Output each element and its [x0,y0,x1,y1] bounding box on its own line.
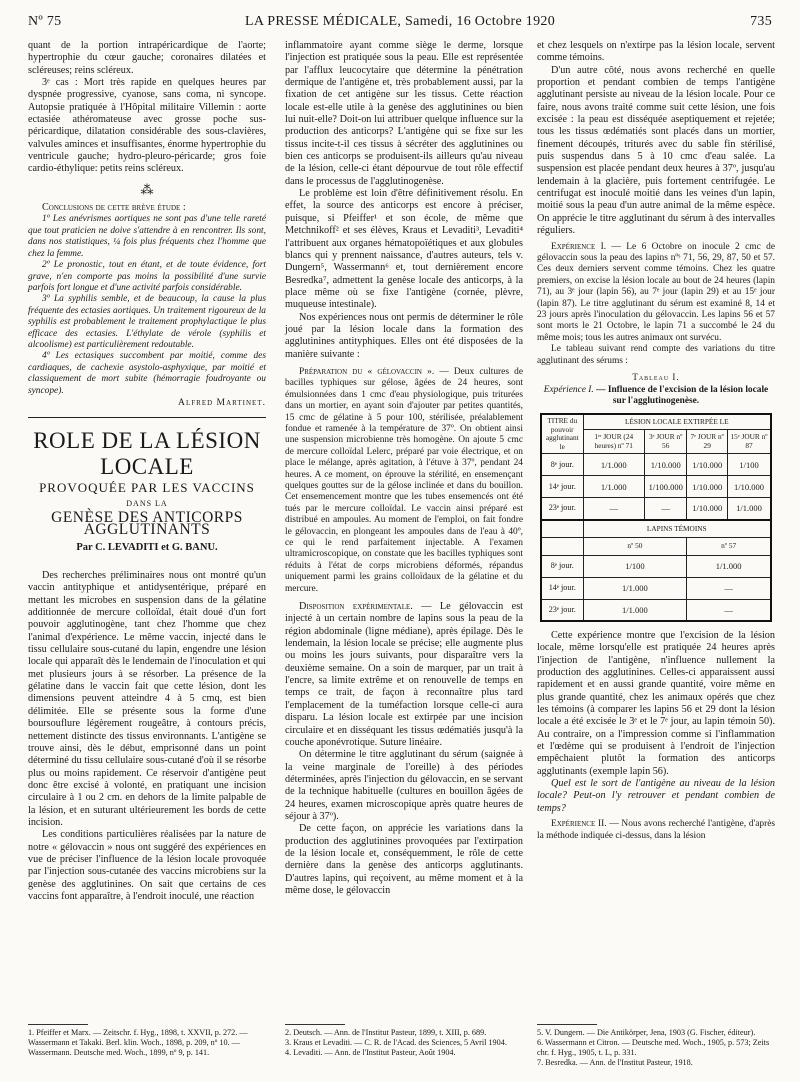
experiment-1-title: Expérience I. [551,241,607,252]
cell: — [687,599,771,621]
issue-number: Nº 75 [28,14,62,29]
witnesses-paragraph: et chez lesquels on n'extirpe pas la lésion locale, servent comme témoins. [537,40,775,64]
section-separator: ⁂ [140,181,154,197]
row-label: 8ᵉ jour. [541,454,583,476]
conclusions-intro: Conclusions de cette brève étude : [42,202,186,214]
preparation-title: Préparation du « gélovaccin ». [299,366,435,377]
cell: — [687,577,771,599]
footnote-4: 4. Levaditi. — Ann. de l'Institut Pasteur, Août 1904. [285,1048,456,1057]
column-3 [537,40,775,842]
footnote-7: 7. Besredka. — Ann. de l'Institut Pasteur, 1918. [537,1058,693,1067]
table-header-row [541,414,771,429]
results-table [540,413,772,622]
experiment-2-text: — Nous avons recherché l'antigène, d'après la méthode indiquée ci-dessus, dans la lésion [537,819,776,841]
cell: 1/1.000 [583,476,645,498]
intro-paragraph: Des recherches préliminaires nous ont montré qu'un vaccin antityphique et antidysentérique, préparé en mettant les microbes en suspension dans de la gélatine additionnée de mercure colloïdal, était doué d'un fort pouvoir agglutinogène, tant chez l'homme que chez l'animal d'expérience. Le même vaccin, injecté dans le tissu cellulaire sous-cutané du lapin, engendre une lésion locale qui apparaît dès le lendemain de l'inoculation et qui met plusieurs jours à se résorber. La présence de la gélatine dans le vaccin fait que cette lésion, dont les dimensions peuvent atteindre 4 à 5 cmq, est bien délimitée. Elle se présente sous la forme d'une boursouflure légèrement rougeâtre, à contours précis, nettement distincte des tissus environnants. L'antigène se trouve ainsi, dès le début, emprisonné dans un point déterminé du tissu cellulaire sous-cutané d'où il se résorbe plus ou moins rapidement. Ce réservoir d'antigène peut donc être excisé à volonté, en pratiquant une incision circulaire à 1 ou 2 cm. en dehors de la limite palpable de la lésion, et en suturant ultérieurement les bords de cette incision. [28,570,266,828]
antigen-search-paragraph: D'un autre côté, nous avons recherché en quelle proportion et pendant combien de temps l'antigène agglutinant persiste au niveau de la lésion locale. Pour ce faire, nous avons traité comme suit cette lésion, une fois excisée : la peau est disséquée aseptiquement et rejetée; tous les tissus œdématiés sont placés dans un mortier, finement découpés, triturés avec du sable fin stérilisé, puis suspendus dans 5 à 10 cmc d'eau salée. La suspension est placée pendant deux heures à 37º, jusqu'au lendemain à la glacière, puis fortement centrifugée. Le centrifugat est inoculé moitié dans les veines d'un lapin, moitié sous la peau d'un autre animal de la même espèce. On apprécie le titre agglutinant du sérum à des intervalles réguliers. [537,64,775,237]
preparation-section [285,367,523,595]
experiment-2-title: Expérience II. [551,819,607,830]
witness-group-row [541,520,771,538]
table-subtitle [537,385,775,407]
cell: 1/10.000 [645,454,687,476]
conclusion-paragraph: Cette expérience montre que l'excision de la lésion locale, même lorsqu'elle est pratiquée 24 heures après l'injection de l'antigène, n'influence nullement la production des agglutinines. Celles-ci apparaissent aussi rapidement et en aussi grande quantité, voire même en plus grande quantité, chez les animaux opérés que chez les témoins (à comparer les lapins 56 et 29 dont la lésion locale a été excisée le 3ᵉ et le 7ᵉ jour, au lapin témoin 50). Au contraire, on a l'impression comme si l'inflammation et l'œdème qui se produisent à l'endroit de l'injection empêchaient plutôt la formation des anticorps agglutinants (exemple lapin 56). [537,630,775,777]
cell: 1/1.000 [583,599,687,621]
article-subtitle-2: GENÈSE DES ANTICORPS AGGLUTINANTS [51,509,243,539]
experiment-2 [537,819,775,842]
page-number: 735 [750,14,772,29]
conclusion-3: 3º La syphilis semble, et de beaucoup, la cause la plus fréquente des ectasies aortiques. Un traitement rigoureux de la syphilis est probablement le traitement prophylactique le plus efficace des ectasies. L'éthylate de vérole (syphilis et alcoolisme) est particulièrement redoutable. [28,294,266,350]
cell: — [583,498,645,520]
empty-cell [541,538,583,555]
cell: 1/1.000 [728,498,771,520]
witness-subheader-row [541,538,771,555]
cell: 1/1.000 [583,454,645,476]
experiment-1 [537,242,775,345]
footnote-6: 6. Wassermann et Citron. — Deutsche med. Woch., 1905, p. 573; Zeits chr. f. Hyg., 1905, t. L, p. 331. [537,1038,770,1057]
cell: — [645,498,687,520]
cell: 1/1.000 [583,577,687,599]
cell: 1/100 [728,454,771,476]
conclusion-4: 4º Les ectasiques succombent par moitié, comme des cardiaques, de cachexie asystolo-asphyxique, par moitié et classiquement de mort subite (hémorragie foudroyante ou syncope). [28,351,266,396]
cell: 1/100 [583,555,687,577]
excised-group-header: LÉSION LOCALE EXTIRPÉE LE [583,414,771,429]
empty-cell [541,520,583,538]
previous-case-text: quant de la portion intrapéricardique de l'aorte; hypertrophie du cœur gauche; coronaires dilatées et scléreuses; reins scléreux. [28,40,266,76]
row-label: 14ᵉ jour. [541,577,583,599]
table-subtitle-text: — Influence de l'excision de la lésion locale sur l'agglutinogenèse. [596,385,769,407]
signature: Alfred Martinet. [178,396,266,408]
article-subtitle: PROVOQUÉE PAR LES VACCINS [39,480,255,496]
footnote-rule [285,1024,345,1025]
preparation-text: — Deux cultures de bacilles typhiques sur gélose, âgées de 24 heures, sont émulsionnées dans 1 cmc d'eau physiologique, puis triturées dans un mortier, en ayant soin d'ajouter par petites quantités, 15 cmc de gélatine à 5 pour 100, stérilisée, préalablement fondue et ramenée à la température de 37º. On obtient ainsi une suspension microbienne très homogène. On ajoute 5 cmc de mercure colloïdal Lelerc, préparé par voie électrique, et on place le mélange, après agitation, à l'étuve à 37º, pendant 24 heures. A ce moment, on éprouve la stérilité, en ensemençant quelques gouttes sur de la gélose inclinée et dans du bouillon. Cet ensemencement montre que les tubes ensemencés ont été tués par le mercure colloïdal. Le vaccin ainsi préparé est distribué en ampoules. Au moment de l'emploi, on fait fondre le gélovaccin, en plongeant les ampoules dans de l'eau à 40º, ce qui le rend parfaitement injectable. A l'examen ultramicroscopique, on constate que les bacilles typhiques sont réduits à l'état de corps microbiens déformés, répandus uniquement parmi les grains colloïdaux de la gélatine et du mercure. [285,366,523,594]
article-divider [28,417,266,418]
article-title: ROLE DE LA LÉSION LOCALE [33,428,261,480]
experiment-1-text: — Le 6 Octobre on inocule 2 cmc de gélovaccin sous la peau des lapins nºˢ 71, 56, 29, 87, 50 et 57. Ces deux derniers servent comme témoins. Chez les quatre premiers, on excise la lésion locale au bout de 24 heures (lapin 71), au 3ᵉ jour (lapin 56), au 7ᵉ jour (lapin 29) et au 15ᵉ jour (lapin 87). Le titre agglutinant du sérum est examiné 8, 14 et 23 jours après l'inoculation du gélovaccin. Les lapins 56 et 57 sont morts le 21 Octobre, le lapin 71 a succombé le 24 du même mois; tous les autres animaux ont survécu. [537,241,776,343]
footnote-3: 3. Kraus et Levaditi. — C. R. de l'Acad. des Sciences, 5 Avril 1904. [285,1038,507,1047]
column-2 [285,40,523,897]
table-title: Tableau I. [632,371,680,382]
footnote-1: 1. Pfeiffer et Marx. — Zeitschr. f. Hyg., 1898, t. XXVII, p. 272. — Wassermann et Takaki. Berl. klin. Woch., 1898, p. 209, nº 10. — Wassermann. Deutsche med. Woch., 1899, nº 9, p. 141. [28,1028,248,1057]
table-subtitle-label: Expérience I. [543,385,594,396]
cell: 1/100.000 [645,476,687,498]
footnotes-col-3 [537,1024,775,1068]
cell: 1/10.000 [687,498,728,520]
table-row [541,577,771,599]
problem-paragraph: Le problème est loin d'être définitivement résolu. En effet, la source des anticorps est encore à préciser, puisque, si Pfeiffer¹ et son école, de même que Metchnikoff² et ses élèves, Kraus et Levaditi³, Levaditi⁴ l'attribuent aux organes hématopoïétiques et aux globules blancs qui y prennent naissance, d'autres auteurs, tels v. Dungern⁵, Wassermann⁶ et, tout dernièrement encore Besredka⁷, admettent la genèse locale des anticorps, à la place même où se fixe l'antigène (cornée, plèvre, muqueuse intestinale). [285,188,523,311]
footnote-5: 5. V. Dungern. — Die Antikörper, Jena, 1903 (G. Fischer, éditeur). [537,1028,756,1037]
table-intro: Le tableau suivant rend compte des variations du titre agglutinant des sérums : [537,344,775,366]
article-subtitle-connector: DANS LA [126,498,168,508]
footnote-2: 2. Deutsch. — Ann. de l'Institut Pasteur, 1899, t. XIII, p. 689. [285,1028,487,1037]
footnotes-col-2 [285,1024,523,1058]
cell: 1/10.000 [687,476,728,498]
method-paragraph: De cette façon, on apprécie les variations dans la production des agglutinines provoquées par l'extirpation de la lésion locale et, conséquemment, le rôle de cette dernière dans la genèse des anticorps agglutinants. D'autres lapins, qui reçoivent, au même moment et à la même dose, le gélovaccin [285,823,523,896]
cell: 1/10.000 [687,454,728,476]
table-row [541,476,771,498]
column-1 [28,40,266,903]
footnote-rule [28,1024,88,1025]
disposition-section [285,601,523,749]
row-label: 23ᵉ jour. [541,599,583,621]
authors: Par C. LEVADITI et G. BANU. [76,541,218,553]
row-label: 23ᵉ jour. [541,498,583,520]
question-paragraph: Quel est le sort de l'antigène au niveau de la lésion locale? Peut-on l'y retrouver et pendant combien de temps? [537,778,775,814]
journal-title: LA PRESSE MÉDICALE, Samedi, 16 Octobre 1920 [245,14,555,29]
col-head: 7ᵉ JOUR nº 29 [687,430,728,454]
row-label: 8ᵉ jour. [541,555,583,577]
table-row [541,454,771,476]
conditions-paragraph: Les conditions particulières réalisées par la nature de notre « gélovaccin » nous ont suggéré des expériences en vue de préciser l'influence de la lésion locale provoquée par l'injection sous-cutanée des vaccins microbiens sur la genèse des agglutinines. On sait que certains de ces vaccins font apparaître, à l'endroit inoculé, une réaction [28,829,266,902]
conclusion-1: 1º Les anévrismes aortiques ne sont pas d'une telle rareté que tout praticien ne doive s'attendre à en rencontrer. Ils sont, dans nos statistiques, ¼ fois plus fréquents chez l'homme que chez la femme. [28,214,266,259]
disposition-title: Disposition expérimentale. [299,601,413,613]
table-row [541,599,771,621]
page-header [28,14,772,32]
conclusion-2: 2º Le pronostic, tout en étant, et de toute évidence, fort grave, n'en comporte pas moins la possibilité d'une survie parfois fort longue et d'une activité parfois considérable. [28,260,266,293]
footnotes-col-1 [28,1024,266,1058]
col-head: 15ᵉ JOUR nº 87 [728,430,771,454]
col-head: 1ᵉʳ JOUR (24 heures) nº 71 [583,430,645,454]
row-label: 14ᵉ jour. [541,476,583,498]
titer-paragraph: On détermine le titre agglutinant du sérum (saignée à la veine marginale de l'oreille) à des périodes déterminées, après l'injection du gélovaccin, en se servant de la technique habituelle (cultures en bouillon âgées de 24 heures, examen microscopique après quatre heures de séjour à 37º). [285,749,523,822]
table-row [541,498,771,520]
experiments-paragraph: Nos expériences nous ont permis de déterminer le rôle joué par la lésion locale dans la formation des agglutinines antityphiques. Elles ont été disposées de la manière suivante : [285,311,523,360]
case-3: 3ᵉ cas : Mort très rapide en quelques heures par dyspnée progressive, cyanose, sans coma, ni syncope. Autopsie pratiquée à l'Hôpital militaire Villemin : aorte ectasiée athéromateuse avec grosse poche sus-péricardique, dilatation considérable des sous-clavières, valvules aminces et insuffisantes, énorme hypertrophie du ventricule gauche; hydro-pleuro-péricarde; gros foie cardio-éthylique: petits reins scléreux. [28,77,266,175]
reaction-paragraph: inflammatoire ayant comme siège le derme, lorsque l'injection est pratiquée sous la peau. Elle est représentée par l'afflux leucocytaire que détermine la pénétration dermique de l'antigène et, très probablement aussi, par la fixation de cet antigène sur les tissus. Cette réaction locale est-elle utile à la genèse des agglutinines ou bien lui nuit-elle? Doit-on lui attribuer quelque influence sur la production des anticorps? L'antigène qui se fixe sur les tissus incite-t-il ces tissus à sécréter des agglutinines ou bien ces anticorps se produisent-ils ailleurs qu'au niveau de la lésion, celle-ci étant dépourvue de tout rôle effectif dans le processus de l'agglutinogenèse. [285,40,523,187]
col-head: 3ᵉ JOUR nº 56 [645,430,687,454]
witness-group-header: LAPINS TÉMOINS [583,520,771,538]
cell: 1/1.000 [687,555,771,577]
col-head: nº 57 [687,538,771,555]
cell: 1/10.000 [728,476,771,498]
col-head: nº 50 [583,538,687,555]
titer-column-header: TITRE du pouvoir agglutinant le [541,414,583,454]
table-row [541,555,771,577]
disposition-text: — Le gélovaccin est injecté à un certain nombre de lapins sous la peau de la région abdominale (ligne médiane), après épilage. Dès le lendemain, la lésion locale se précise; elle augmente plus ou moins les jours suivants, pour disparaître vers la deuxième semaine. On a soin de marquer, par un trait à l'encre, sa limite extrême et on renouvelle de temps en temps ce trait, de façon à reconnaître plus tard l'emplacement de la tuméfaction lorsque celle-ci aura disparu. La lésion locale est extirpée par une incision circulaire et en disséquant les tissus œdématiés jusqu'à la couche aponévrotique. Suture linéaire. [285,601,523,748]
footnote-rule [537,1024,597,1025]
